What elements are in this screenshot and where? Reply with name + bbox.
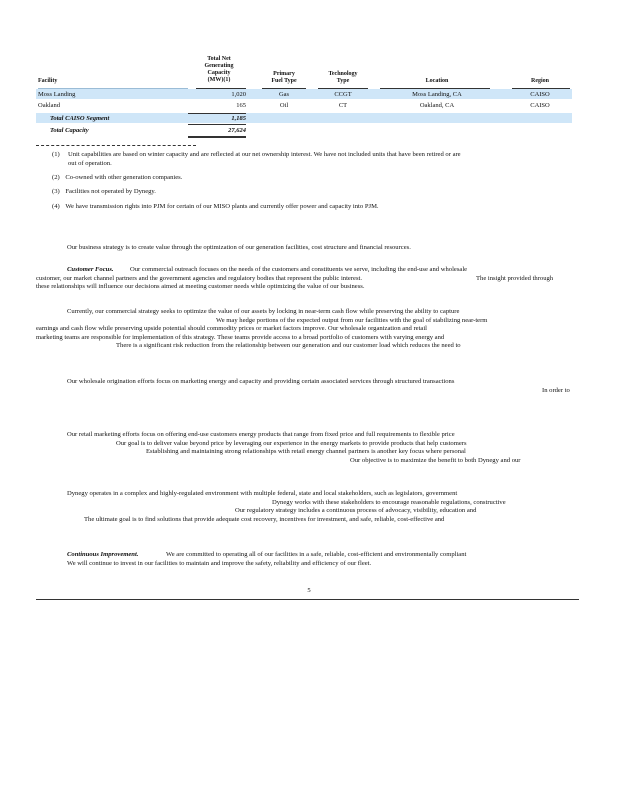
grand-total-double-rule <box>188 136 246 138</box>
grand-total-value: 27,624 <box>228 127 246 134</box>
cell-location: Moss Landing, CA <box>412 91 462 98</box>
strategy-intro: Our business strategy is to create value through the optimization of our generation facilities, cost structure and financial resources. <box>67 244 411 251</box>
col-header-capacity: Total Net Generating Capacity (MW)(1) <box>204 56 234 83</box>
cell-location: Oakland, CA <box>419 102 455 109</box>
grand-total-label: Total Capacity <box>50 127 89 134</box>
cell-fuel: Gas <box>278 91 290 98</box>
footnote: (3) Facilities not operated by Dynegy. <box>52 188 156 195</box>
col-header-location: Location <box>425 78 449 84</box>
cell-capacity: 165 <box>236 102 246 109</box>
footnote-text: Unit capabilities are based on winter capacity and are reflected at our net ownership interest. We have not included units that have been retired or are out of operation. <box>68 151 461 167</box>
wholesale-paragraph: Our wholesale origination efforts focus on marketing energy and capacity and providing certain associated services through structured transactions In order to <box>67 378 570 394</box>
cell-region: CAISO <box>530 102 550 109</box>
cell-region: CAISO <box>530 91 550 98</box>
regulatory-paragraph: Dynegy operates in a complex and highly-regulated environment with multiple federal, state and local stakeholders, such as legislators, government Dynegy works with these stakeholders to encourage reasonable regulations, constructive Our regulatory strategy includes a continuous process of advocacy, visibility, education and The ultimate goal is to find solutions that provide adequate cost recovery, incentives for investment, and safe, reliable, cost-effective and <box>67 490 506 523</box>
cell-facility: Moss Landing <box>38 91 76 98</box>
segment-total-value: 1,185 <box>231 115 246 122</box>
segment-total-band <box>36 113 572 123</box>
footnote: (2) Co-owned with other generation companies. <box>52 174 183 181</box>
commercial-strategy-paragraph: Currently, our commercial strategy seeks to optimize the value of our assets by locking in near-term cash flow while preserving the ability to capture We may hedge portions of the expected output from our facilities with the goal of stabilizing near-term earnings and cash flow while preserving upside potential should commodity prices or market factors improve. Our wholesale organization and retail marketing teams are responsible for implementation of this strategy. These teams provide access to a broad portfolio of customers with varying energy and There is a significant risk reduction from the relationship between our generation and our customer load which reduces the need to <box>36 308 488 349</box>
table-row <box>0 101 618 111</box>
table-row <box>0 90 618 100</box>
customer-focus-paragraph: Customer Focus. Our commercial outreach focuses on the needs of the customers and constituents we serve, including the end-use and wholesale customer, our market channel partners and the government agencies and regulatory bodies that represent the public interest. The insight provided through these relationships will influence our decisions aimed at meeting customer needs while optimizing the value of our business. <box>36 266 554 290</box>
grand-total-rule <box>188 124 246 125</box>
cell-tech: CT <box>338 102 348 109</box>
footnote: (4) We have transmission rights into PJM for certain of our MISO plants and currently offer power and capacity into PJM. <box>52 203 379 210</box>
col-header-fuel: Primary Fuel Type <box>271 71 297 84</box>
page-number: 5 <box>307 587 311 594</box>
col-header-tech: Technology Type <box>328 71 358 84</box>
col-header-region: Region <box>531 78 549 84</box>
cell-facility: Oakland <box>38 102 61 109</box>
footnote-separator <box>36 145 196 146</box>
cell-fuel: Oil <box>279 102 289 109</box>
segment-total-label: Total CAISO Segment <box>50 115 110 122</box>
cell-capacity: 1,020 <box>231 91 246 98</box>
footnote: (1) <box>52 151 60 158</box>
retail-paragraph: Our retail marketing efforts focus on offering end-use customers energy products that range from fixed price and full requirements to flexible price Our goal is to deliver value beyond price by leveraging our experience in the energy markets to provide products that help customers Establishing and maintaining strong relationships with retail energy channel partners is another key focus where personal Our objective is to maximize the benefit to both Dynegy and our <box>67 431 521 464</box>
col-header-facility: Facility <box>38 78 58 84</box>
continuous-improvement-paragraph: Continuous Improvement. We are committed to operating all of our facilities in a safe, reliable, cost-efficient and environmentally compliant We will continue to invest in our facilities to maintain and improve the safety, reliability and efficiency of our fleet. <box>67 551 467 567</box>
customer-focus-heading: Customer Focus. <box>67 266 114 273</box>
continuous-improvement-heading: Continuous Improvement. <box>67 551 139 558</box>
cell-tech: CCGT <box>334 91 352 98</box>
page-bottom-rule <box>36 599 579 600</box>
